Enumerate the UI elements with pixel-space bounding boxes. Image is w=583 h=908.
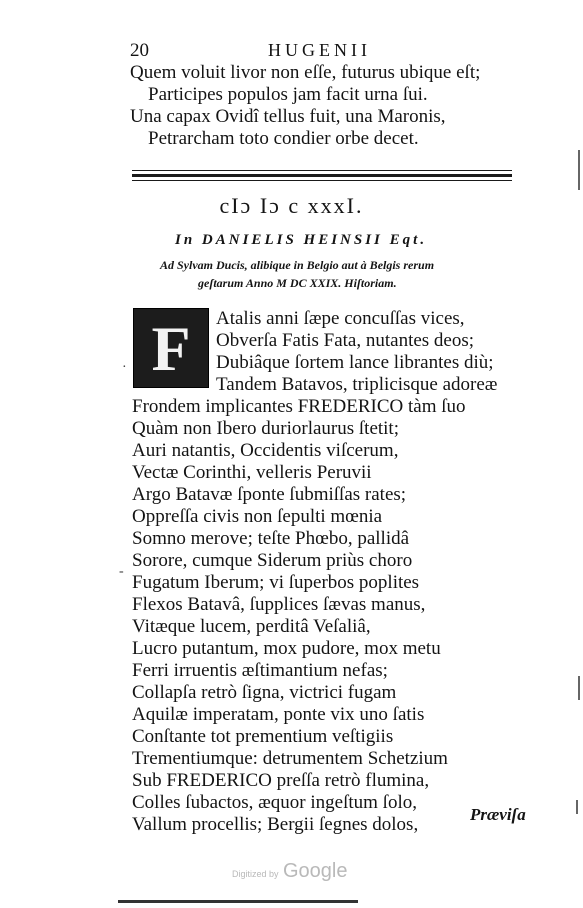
- divider-rule-thin-lower: [132, 180, 512, 181]
- verse-line-5: Frondem implicantes FREDERICO tàm ſuo: [132, 396, 466, 417]
- verse-line-3: Dubiâque ſortem lance librantes diù;: [216, 352, 494, 373]
- verse-line-2: Obverſa Fatis Fata, nutantes deos;: [216, 330, 475, 351]
- digitized-watermark: [232, 860, 347, 883]
- margin-dot-mark: ·: [122, 360, 127, 375]
- watermark-prefix: Digitized by: [232, 869, 279, 879]
- inscription-line-1: In DANIELIS HEINSII Eqt.: [175, 232, 428, 248]
- verse-line-15: Vitæque lucem, perditâ Veſaliâ,: [132, 616, 371, 637]
- initial-letter: F: [151, 313, 191, 384]
- divider-rule-thin: [132, 170, 512, 171]
- verse-line-8: Vectæ Corinthi, velleris Peruvii: [132, 462, 372, 483]
- catchword: Præviſa: [470, 805, 526, 824]
- verse-line-16: Lucro putantum, mox pudore, mox metu: [132, 638, 441, 659]
- verse-line-17: Ferri irruentis æſtimantium nefas;: [132, 660, 388, 681]
- right-edge-mark-lower: [578, 676, 580, 700]
- top-verse-line-3: Una capax Ovidî tellus fuit, una Maronis,: [130, 106, 446, 127]
- page-number: 20: [130, 40, 149, 61]
- running-title: HUGENII: [268, 40, 371, 60]
- verse-line-19: Aquilæ imperatam, ponte vix uno ſatis: [132, 704, 425, 725]
- verse-line-22: Sub FREDERICO preſſa retrò flumina,: [132, 770, 430, 791]
- right-edge-mark: [578, 150, 580, 190]
- top-verse-line-1: Quem voluit livor non eſſe, futurus ubique eſt;: [130, 62, 481, 83]
- verse-line-18: Collapſa retrò ſigna, victrici fugam: [132, 682, 397, 703]
- top-verse-line-2: Participes populos jam facit urna ſui.: [148, 84, 428, 105]
- top-verse-line-4: Petrarcham toto condier orbe decet.: [148, 128, 419, 149]
- verse-line-20: Conſtante tot prementium veſtigiis: [132, 726, 394, 747]
- inscription-line-2: Ad Sylvam Ducis, alibique in Belgio aut à Belgis rerum: [160, 258, 435, 272]
- verse-line-24: Vallum procellis; Bergii ſegnes dolos,: [132, 814, 419, 835]
- divider-rule-thick: [132, 174, 512, 177]
- verse-line-7: Auri natantis, Occidentis viſcerum,: [132, 440, 399, 461]
- verse-line-4: Tandem Batavos, triplicisque adoreæ: [216, 374, 498, 395]
- verse-line-21: Trementiumque: detrumentem Schetzium: [132, 748, 448, 769]
- verse-line-12: Sorore, cumque Siderum priùs choro: [132, 550, 413, 571]
- verse-line-1: Atalis anni ſæpe concuſſas vices,: [216, 308, 465, 329]
- margin-tick-mark: -: [119, 564, 124, 579]
- verse-line-6: Quàm non Ibero duriorlaurus ſtetit;: [132, 418, 399, 439]
- google-logo: Google: [282, 860, 348, 882]
- verse-line-11: Somno merove; teſte Phœbo, pallidâ: [132, 528, 410, 549]
- verse-line-10: Oppreſſa civis non ſepulti mœnia: [132, 506, 383, 527]
- verse-line-9: Argo Batavæ ſponte ſubmiſſas rates;: [132, 484, 407, 505]
- decorated-initial: [133, 308, 209, 388]
- inscription-line-3: geſtarum Anno M DC XXIX. Hiſtoriam.: [198, 276, 397, 290]
- right-edge-mark-bottom: [576, 800, 578, 814]
- verse-line-23: Colles ſubactos, æquor ingeſtum ſolo,: [132, 792, 417, 813]
- bottom-edge-mark: [118, 900, 358, 903]
- verse-line-14: Flexos Batavâ, ſupplices ſævas manus,: [132, 594, 426, 615]
- section-heading: cIɔ Iɔ c xxxI.: [219, 193, 364, 218]
- verse-line-13: Fugatum Iberum; vi ſuperbos poplites: [132, 572, 420, 593]
